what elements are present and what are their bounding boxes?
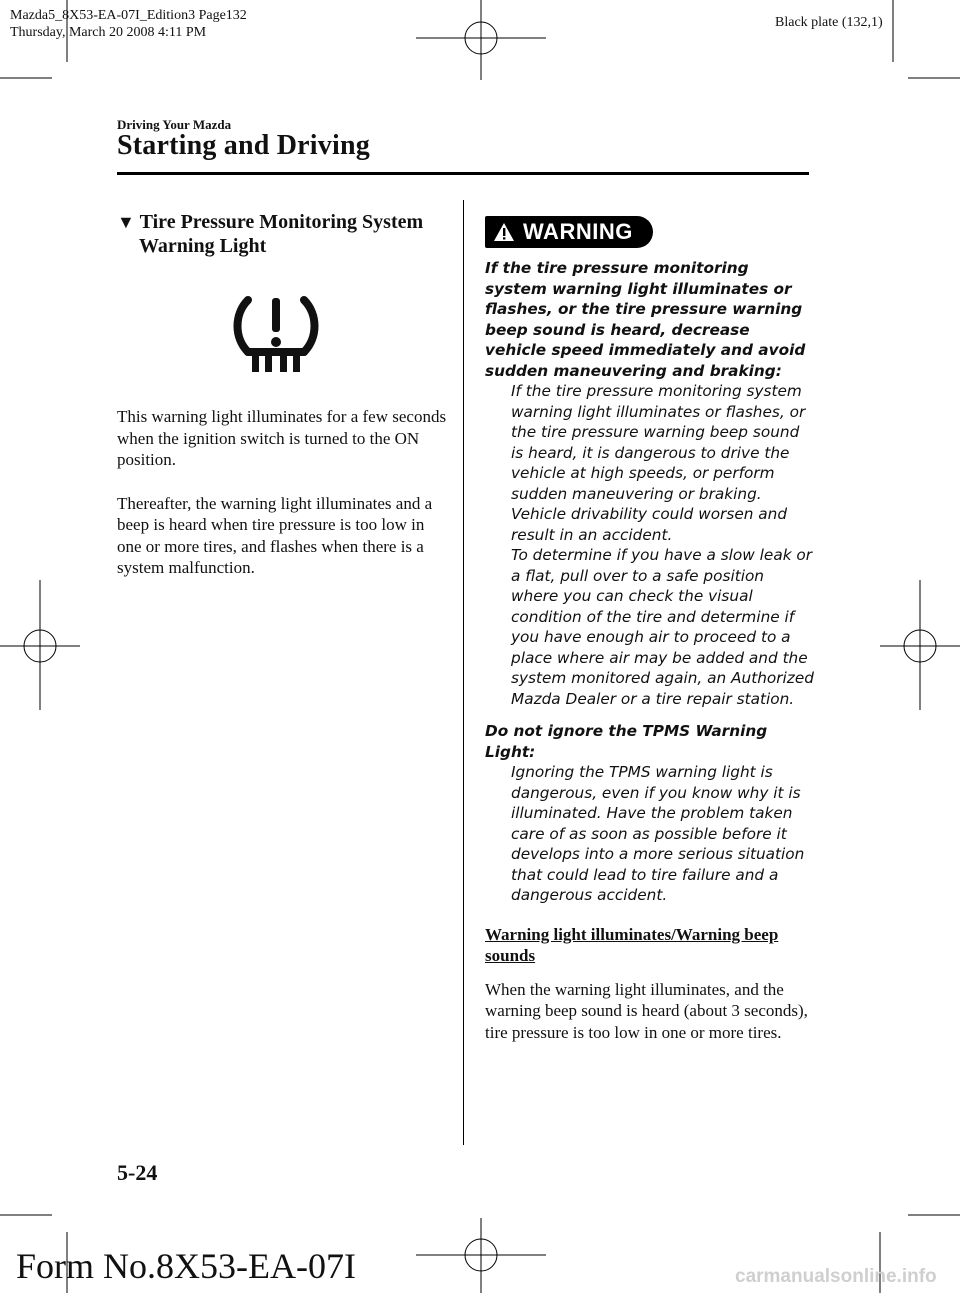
plate-label: Black plate (132,1): [775, 15, 883, 30]
paragraph-1: This warning light illuminates for a few seconds when the ignition switch is turned to the ON position.: [117, 407, 447, 469]
left-column: [117, 210, 449, 579]
right-column: [485, 216, 815, 1043]
heading-line-2: Warning Light: [139, 235, 267, 257]
watermark: carmanualsonline.info: [735, 1266, 937, 1287]
page-number: 5-24: [117, 1160, 158, 1185]
print-file-line: Mazda5_8X53-EA-07I_Edition3 Page132: [10, 8, 247, 23]
warning-lead-1: If the tire pressure monitoring system warning light illuminates or flashes, or the tire pressure warning beep sound is heard, decrease vehicle speed immediately and avoid sudden maneuvering and braking:: [485, 259, 806, 380]
column-divider: [463, 200, 464, 1145]
tpms-warning-icon: [230, 294, 322, 376]
warning-badge: [485, 216, 653, 248]
subheading: Warning light illuminates/Warning beep sounds: [485, 924, 779, 965]
warning-body-1b: To determine if you have a slow leak or a flat, pull over to a safe position where you can check the visual condition of the tire and determine if you have enough air to proceed to a place where air may be added and the system monitored again, an Authorized Mazda Dealer or a tire repair station.: [511, 546, 814, 708]
section-label: Driving Your Mazda: [117, 117, 232, 132]
print-date-line: Thursday, March 20 2008 4:11 PM: [10, 25, 207, 40]
section-heading: [117, 210, 449, 258]
right-paragraph: When the warning light illuminates, and the warning beep sound is heard (about 3 seconds), tire pressure is too low in one or more tires.: [485, 979, 808, 1042]
heading-line-1: Tire Pressure Monitoring System: [139, 211, 424, 233]
warning-lead-2: Do not ignore the TPMS Warning Light:: [485, 722, 768, 761]
exclamation-triangle-icon: [493, 222, 515, 242]
warning-body-2: Ignoring the TPMS warning light is dangerous, even if you know why it is illuminated. Have the problem taken care of as soon as possible before it develops into a more serious situation that could lead to tire failure and a dangerous accident.: [511, 763, 805, 904]
warning-body-1a: If the tire pressure monitoring system warning light illuminates or flashes, or the tire pressure warning beep sound is heard, it is dangerous to drive the vehicle at high speeds, or perform sudden maneuvering or braking. Vehicle drivability could worsen and result in an accident.: [511, 382, 806, 544]
triangle-marker-icon: ▼: [117, 212, 135, 232]
warning-label: WARNING: [523, 219, 633, 244]
chapter-title: Starting and Driving: [117, 130, 370, 161]
paragraph-2: Thereafter, the warning light illuminates and a beep is heard when tire pressure is too low in one or more tires, and flashes when there is a system malfunction.: [117, 493, 433, 577]
form-number: Form No.8X53-EA-07I: [16, 1246, 356, 1286]
header-rule: [117, 172, 809, 175]
